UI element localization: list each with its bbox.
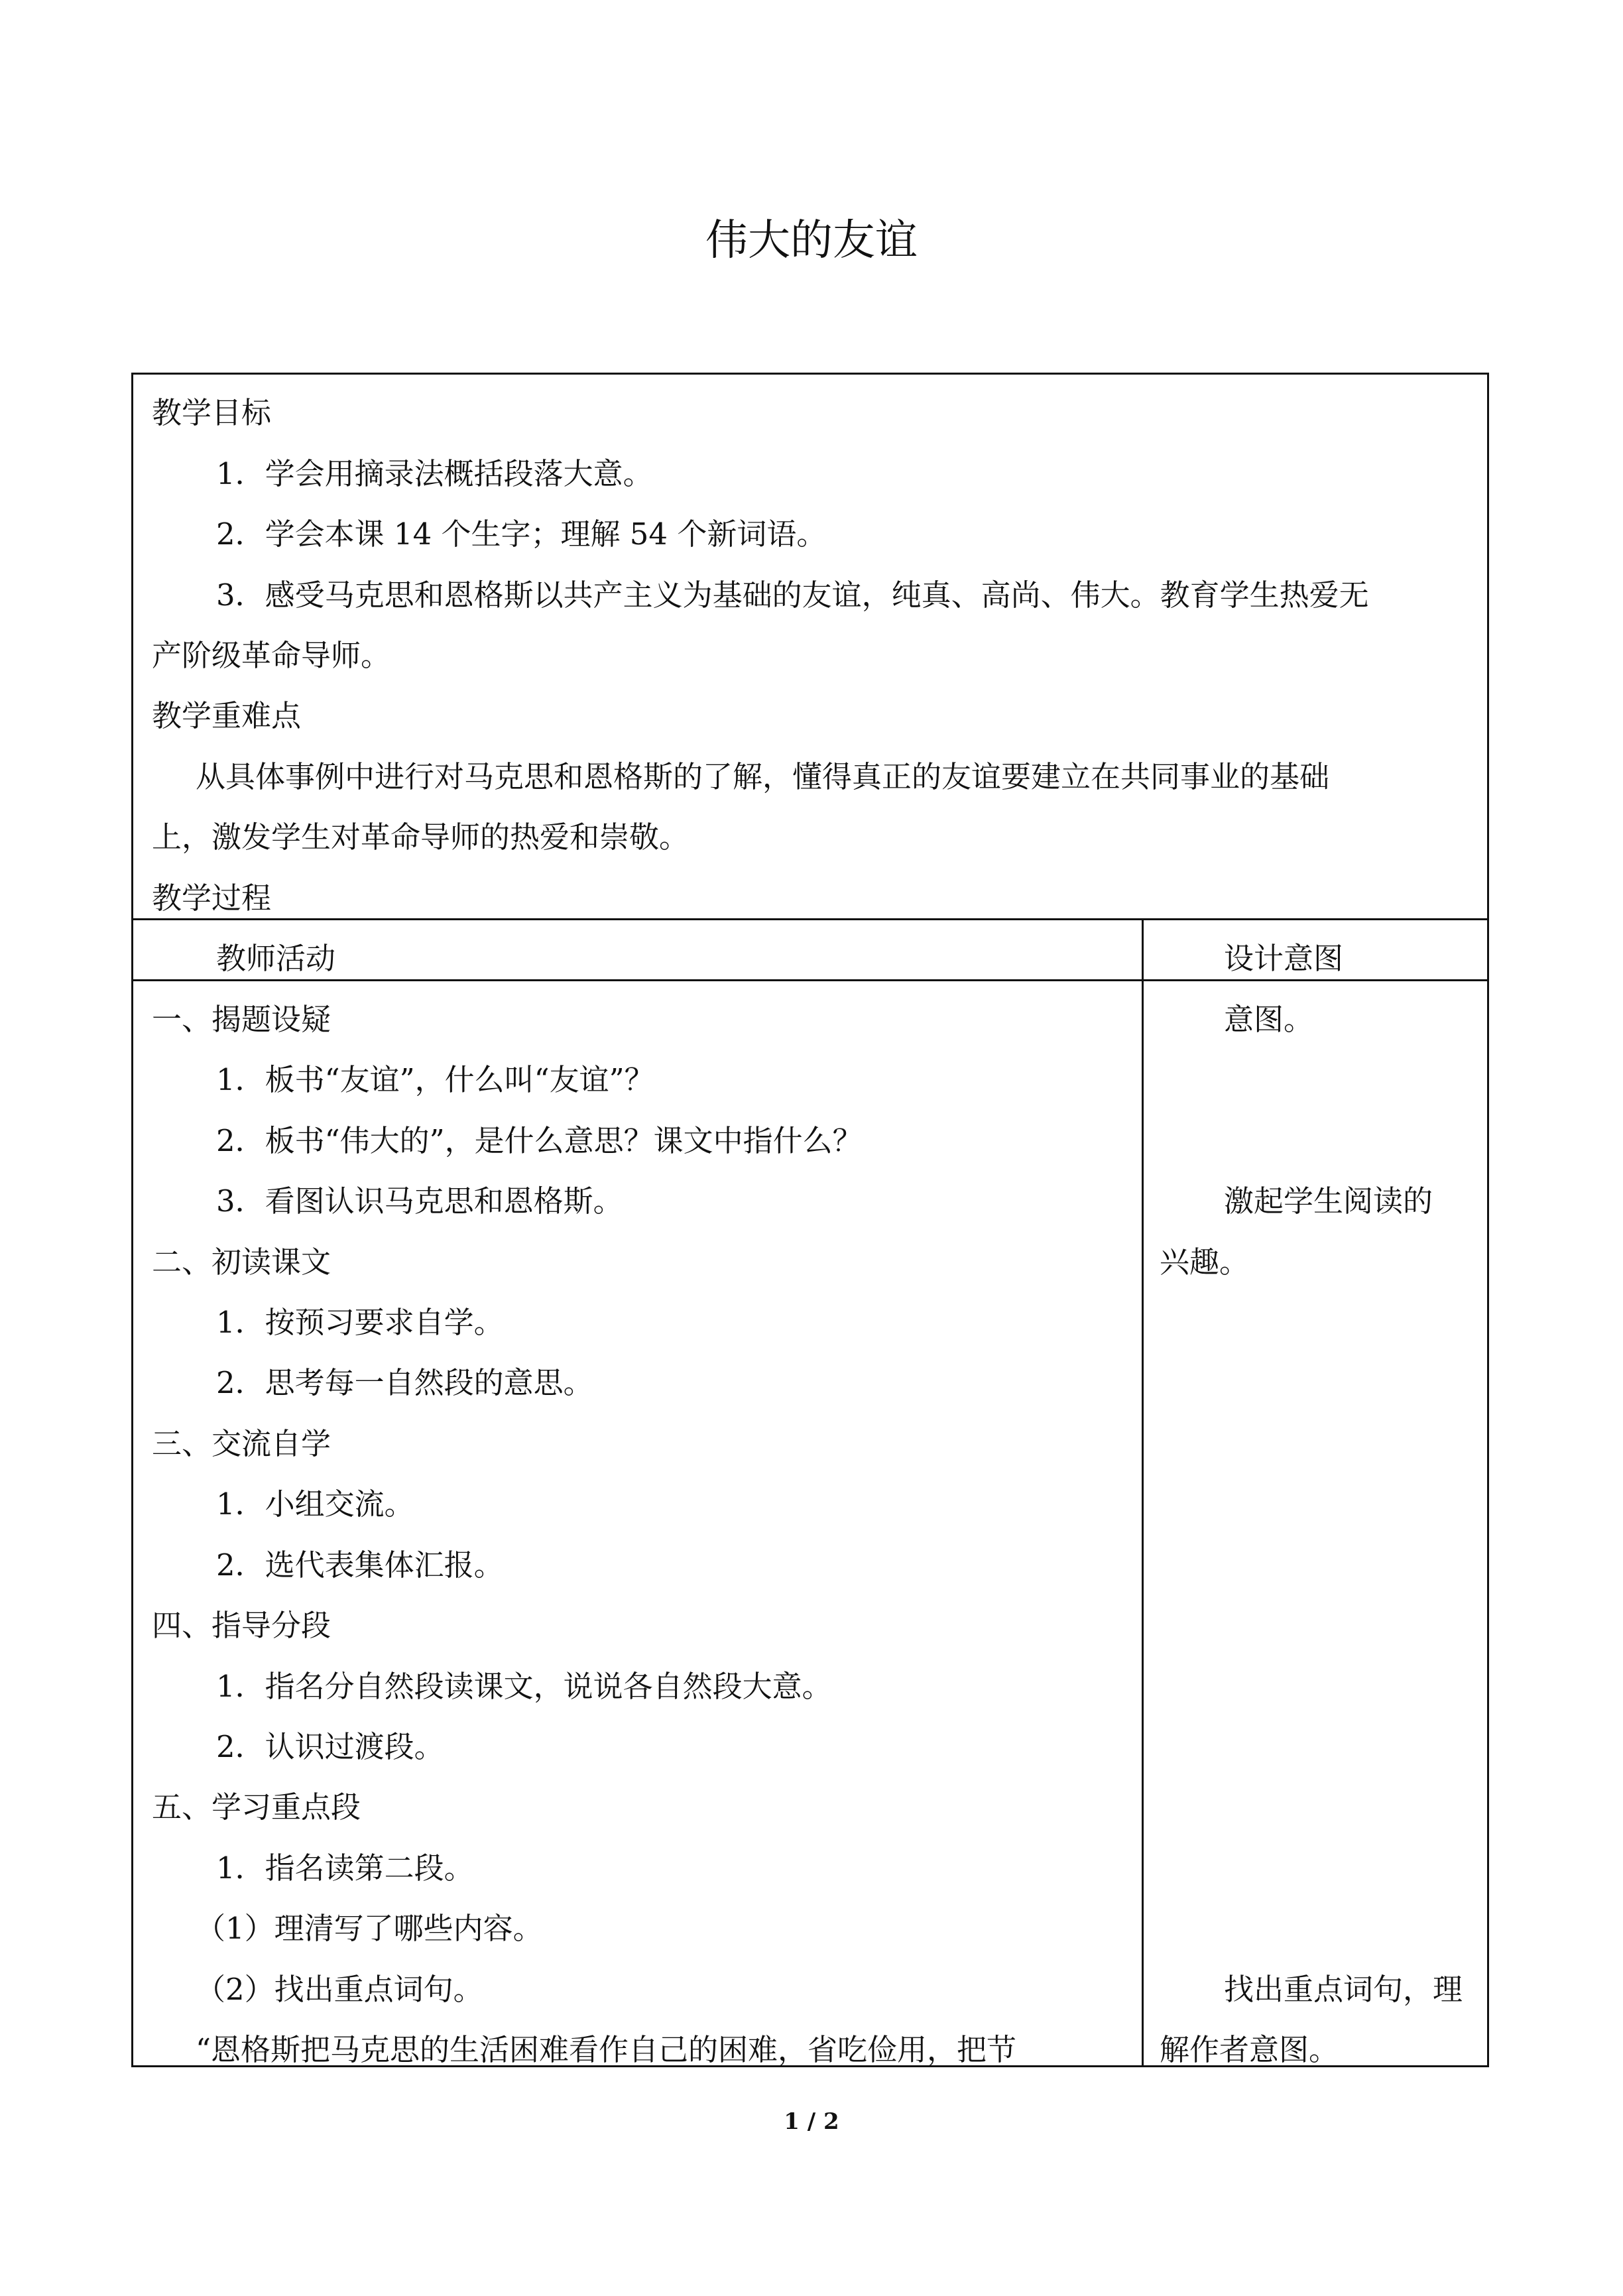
column-divider	[1142, 918, 1144, 2065]
page-title: 伟大的友谊	[705, 216, 918, 265]
objective-item: 3．感受马克思和恩格斯以共产主义为基础的友谊，纯真、高尚、伟大。教育学生热爱无	[216, 577, 1369, 613]
header-divider	[133, 979, 1487, 981]
teacher-line: （1）理清写了哪些内容。	[196, 1911, 543, 1946]
teacher-line: 四、指导分段	[152, 1608, 331, 1643]
column-header-teacher: 教师活动	[216, 941, 336, 976]
key-points-heading: 教学重难点	[152, 698, 302, 733]
teacher-line: 1．板书“友谊”，什么叫“友谊”？	[216, 1062, 654, 1097]
teacher-line: 1．按预习要求自学。	[216, 1305, 504, 1340]
teacher-line: 1．指名读第二段。	[216, 1850, 474, 1886]
teacher-line: 1．指名分自然段读课文，说说各自然段大意。	[216, 1669, 832, 1704]
objectives-heading: 教学目标	[152, 395, 272, 430]
teacher-line: 1．小组交流。	[216, 1486, 414, 1522]
teacher-line: 五、学习重点段	[152, 1789, 361, 1825]
intent-line: 激起学生阅读的	[1224, 1183, 1433, 1219]
key-points-line: 上，激发学生对革命导师的热爱和崇敬。	[152, 819, 690, 855]
process-heading: 教学过程	[152, 880, 272, 916]
teacher-line: 2．板书“伟大的”，是什么意思？课文中指什么？	[216, 1123, 863, 1158]
teacher-line: 2．认识过渡段。	[216, 1729, 444, 1764]
teacher-line: （2）找出重点词句。	[196, 1972, 483, 2007]
table-divider	[133, 918, 1487, 920]
teacher-line: 一、揭题设疑	[152, 1002, 331, 1037]
intent-line: 解作者意图。	[1160, 2032, 1339, 2067]
objective-item: 1．学会用摘录法概括段落大意。	[216, 456, 653, 491]
teacher-line: 二、初读课文	[152, 1244, 331, 1280]
page-number: 1 / 2	[784, 2108, 839, 2135]
intent-line: 找出重点词句，理	[1224, 1972, 1463, 2007]
lesson-plan-table	[131, 373, 1489, 2067]
teacher-line: 2．思考每一自然段的意思。	[216, 1365, 593, 1400]
intent-line: 兴趣。	[1160, 1244, 1250, 1280]
teacher-line: “恩格斯把马克思的生活困难看作自己的困难，省吃俭用，把节	[196, 2032, 1017, 2067]
teacher-line: 2．选代表集体汇报。	[216, 1547, 504, 1583]
objective-item: 2．学会本课 14 个生字；理解 54 个新词语。	[216, 516, 827, 552]
teacher-line: 3．看图认识马克思和恩格斯。	[216, 1183, 623, 1219]
intent-line: 意图。	[1224, 1002, 1314, 1037]
key-points-line: 从具体事例中进行对马克思和恩格斯的了解，懂得真正的友谊要建立在共同事业的基础	[196, 759, 1330, 794]
teacher-line: 三、交流自学	[152, 1426, 331, 1461]
column-header-intent: 设计意图	[1224, 941, 1344, 976]
objective-item: 产阶级革命导师。	[152, 638, 391, 673]
